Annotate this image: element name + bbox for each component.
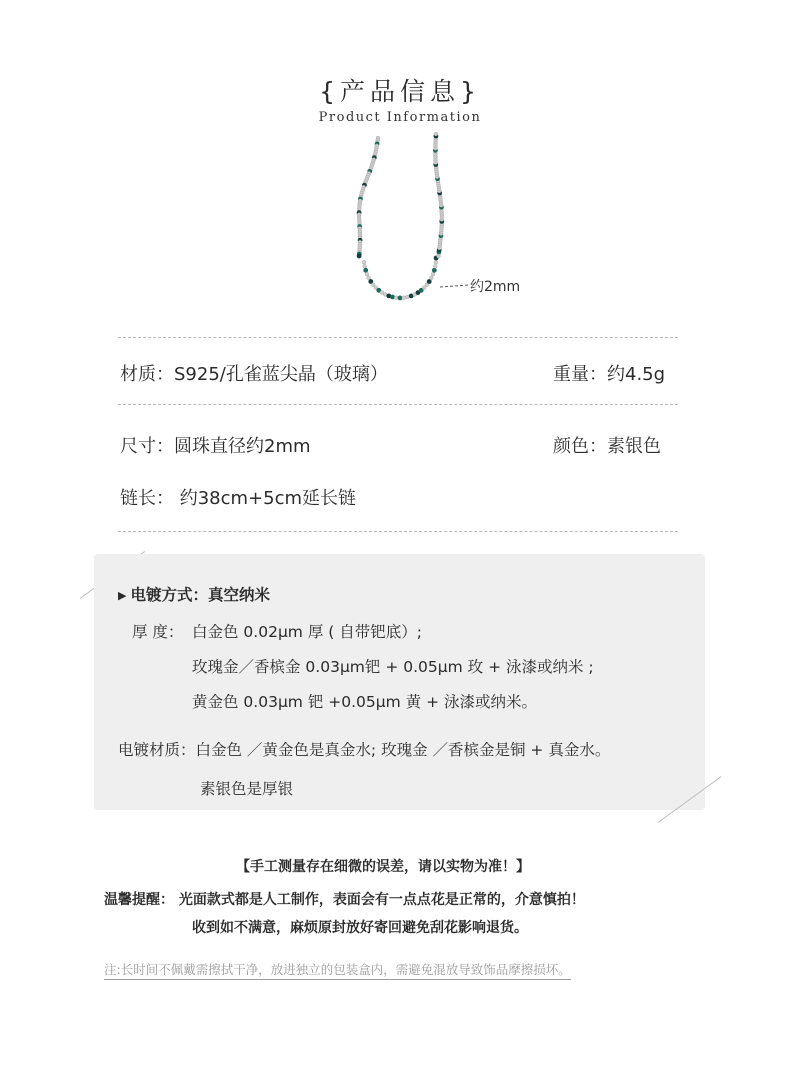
green-bead [363, 268, 368, 273]
triangle-right-icon: ▶ [118, 589, 127, 602]
measure-notice: 【手工测量存在细微的误差，请以实物为准！】 [236, 859, 530, 875]
silver-bead [363, 264, 367, 268]
spec-material: 材质：S925/孔雀蓝尖晶（玻璃） [120, 364, 388, 385]
silver-bead [433, 264, 437, 268]
thickness-line-3: 黄金色 0.03μm 钯 +0.05μm 黄 + 泳漆或纳米。 [192, 693, 537, 711]
divider [118, 531, 678, 532]
thickness-line-2: 玫瑰金／香槟金 0.03μm钯 + 0.05μm 玫 + 泳漆或纳米 ; [192, 658, 594, 676]
spec-size: 尺寸：圆珠直径约2mm [120, 436, 311, 457]
spec-weight: 重量：约4.5g [553, 364, 666, 385]
silver-bead [365, 272, 369, 276]
spec-color: 颜色：素银色 [553, 436, 661, 457]
plating-material-1: 电镀材质：白金色 ／黄金色是真金水; 玫瑰金 ／香槟金是铜 + 真金水。 [118, 741, 611, 759]
tip-line-2: 收到如不满意，麻烦原封放好寄回避免刮花影响退货。 [192, 920, 528, 936]
pointer-line [440, 285, 468, 287]
green-bead [432, 268, 437, 273]
silver-bead [362, 260, 366, 264]
thickness-label: 厚 度： [132, 623, 184, 641]
green-bead [357, 254, 362, 259]
silver-bead [402, 296, 406, 300]
silver-bead [434, 132, 438, 136]
plating-method-text: 电镀方式：真空纳米 [130, 586, 270, 604]
title-english: Product Information [318, 110, 482, 125]
divider [118, 404, 678, 405]
title-chinese: {产品信息} [319, 77, 481, 106]
necklace-image [340, 130, 470, 315]
silver-bead [434, 260, 438, 264]
silver-bead [431, 272, 435, 276]
silver-bead [429, 276, 433, 280]
divider [118, 337, 678, 338]
bead-size-label: 约2mm [470, 279, 521, 295]
plating-method [118, 583, 270, 605]
plating-material-2: 素银色是厚银 [200, 780, 294, 798]
tip-line-1: 温馨提醒： 光面款式都是人工制作，表面会有一点点花是正常的，介意慎拍！ [104, 892, 585, 908]
silver-bead [394, 296, 398, 300]
care-note: 注:长时间不佩戴需擦拭干净，放进独立的包装盒内，需避免混放导致饰品摩擦损坏。 [104, 960, 571, 980]
thickness-line-1: 白金色 0.02μm 厚 ( 自带钯底）; [192, 623, 422, 641]
spec-chain-length: 链长： 约38cm+5cm延长链 [120, 488, 357, 509]
